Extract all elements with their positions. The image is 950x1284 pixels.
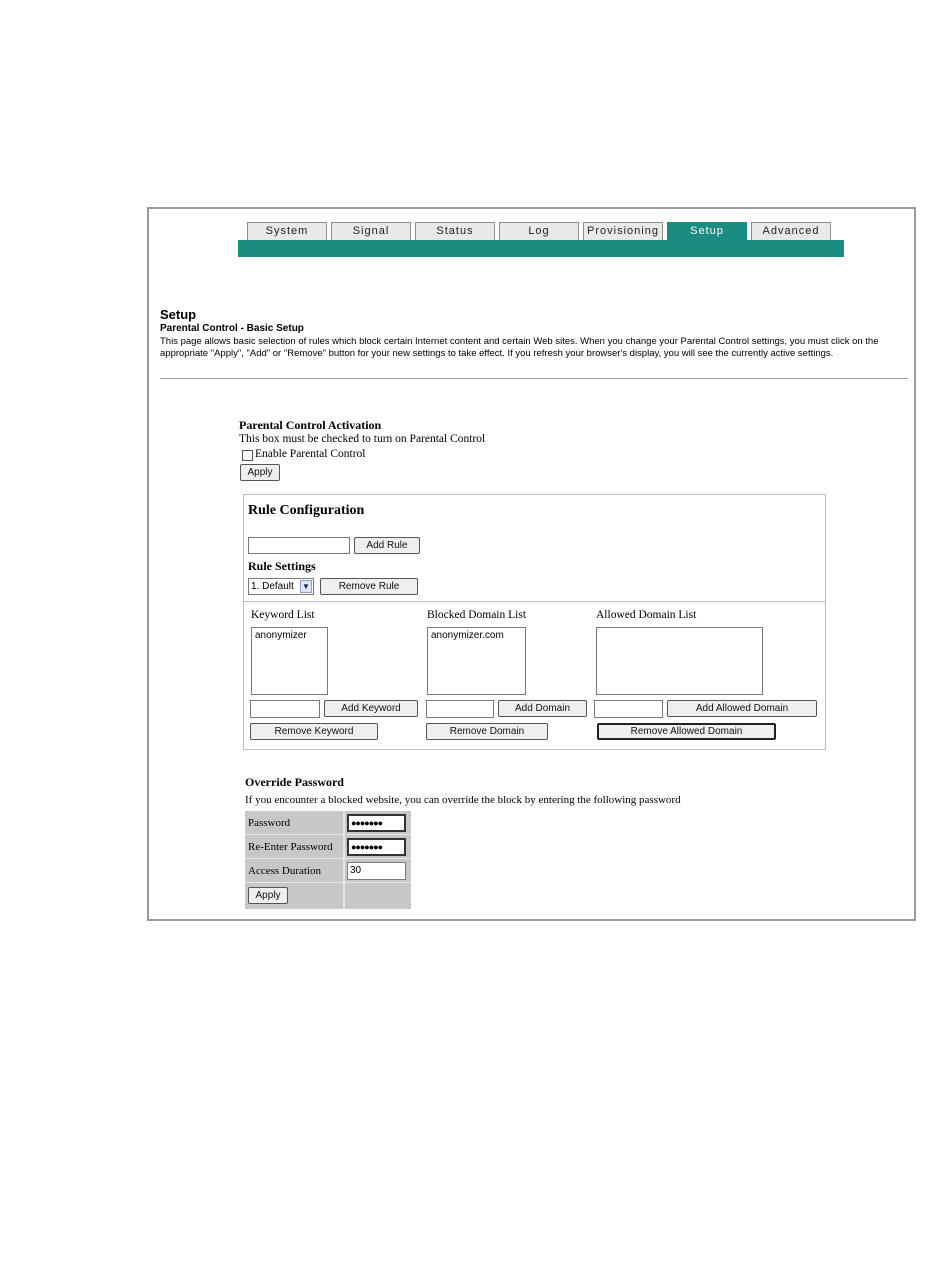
tab-provisioning[interactable]: Provisioning [583, 222, 663, 240]
page-title: Setup [160, 307, 197, 322]
allowed-domain-list-heading: Allowed Domain List [596, 609, 697, 621]
add-domain-button[interactable]: Add Domain [498, 700, 587, 717]
override-apply-button[interactable]: Apply [248, 887, 288, 904]
table-row-divider [245, 858, 411, 859]
list-item[interactable]: anonymizer [255, 630, 307, 641]
override-password-note: If you encounter a blocked website, you can override the block by entering the following password [245, 794, 681, 806]
tab-system[interactable]: System [247, 222, 327, 240]
remove-domain-button[interactable]: Remove Domain [426, 723, 548, 740]
divider [160, 378, 908, 379]
activation-apply-button[interactable]: Apply [240, 464, 280, 481]
add-keyword-button[interactable]: Add Keyword [324, 700, 418, 717]
keyword-listbox[interactable] [251, 627, 328, 695]
router-config-panel [147, 207, 916, 921]
tab-underline-bar [238, 240, 844, 257]
add-rule-button[interactable]: Add Rule [354, 537, 420, 554]
blocked-domain-input[interactable] [426, 700, 494, 718]
new-rule-input[interactable] [248, 537, 350, 554]
list-item[interactable]: anonymizer.com [431, 630, 504, 641]
password-input[interactable]: ●●●●●●● [347, 814, 406, 832]
blocked-domain-listbox[interactable] [427, 627, 526, 695]
remove-allowed-domain-button[interactable]: Remove Allowed Domain [597, 723, 776, 740]
override-password-heading: Override Password [245, 775, 344, 789]
allowed-domain-input[interactable] [594, 700, 663, 718]
tab-setup[interactable]: Setup [667, 222, 747, 240]
password-label: Password [248, 817, 291, 829]
page-subtitle: Parental Control - Basic Setup [160, 323, 304, 334]
activation-heading: Parental Control Activation [239, 418, 382, 432]
tab-advanced[interactable]: Advanced [751, 222, 831, 240]
table-row-divider [245, 834, 411, 835]
remove-rule-button[interactable]: Remove Rule [320, 578, 418, 595]
access-duration-label: Access Duration [248, 865, 322, 877]
tab-bar [238, 222, 844, 258]
access-duration-input[interactable]: 30 [347, 862, 406, 880]
remove-keyword-button[interactable]: Remove Keyword [250, 723, 378, 740]
rule-select-value: 1. Default [251, 581, 294, 592]
add-allowed-domain-button[interactable]: Add Allowed Domain [667, 700, 817, 717]
page-description: This page allows basic selection of rules which block certain Internet content and certain Web sites. When you change your Parental Control settings, you must click on the appropriate "Apply", "Add" or "Remove" button for your new settings to take effect. If you refresh your browser's display, you will see the currently active settings. [160, 336, 879, 359]
blocked-domain-list-heading: Blocked Domain List [427, 609, 527, 621]
table-row-divider [245, 882, 411, 883]
rule-section-divider [244, 601, 825, 602]
enable-parental-control-checkbox[interactable] [242, 450, 253, 461]
tab-log[interactable]: Log [499, 222, 579, 240]
activation-note: This box must be checked to turn on Parental Control [239, 433, 486, 445]
rule-configuration-box [243, 494, 826, 750]
rule-select[interactable] [248, 578, 314, 595]
reenter-password-label: Re-Enter Password [248, 841, 333, 853]
tab-status[interactable]: Status [415, 222, 495, 240]
table-column-divider [343, 811, 345, 909]
keyword-input[interactable] [250, 700, 320, 718]
reenter-password-input[interactable]: ●●●●●●● [347, 838, 406, 856]
keyword-list-heading: Keyword List [251, 609, 315, 621]
rule-settings-heading: Rule Settings [248, 559, 316, 573]
override-password-table [245, 811, 411, 909]
chevron-down-icon[interactable]: ▼ [300, 580, 312, 593]
tab-signal[interactable]: Signal [331, 222, 411, 240]
rule-configuration-heading: Rule Configuration [248, 503, 365, 518]
enable-parental-control-label: Enable Parental Control [255, 448, 366, 460]
allowed-domain-listbox[interactable] [596, 627, 763, 695]
